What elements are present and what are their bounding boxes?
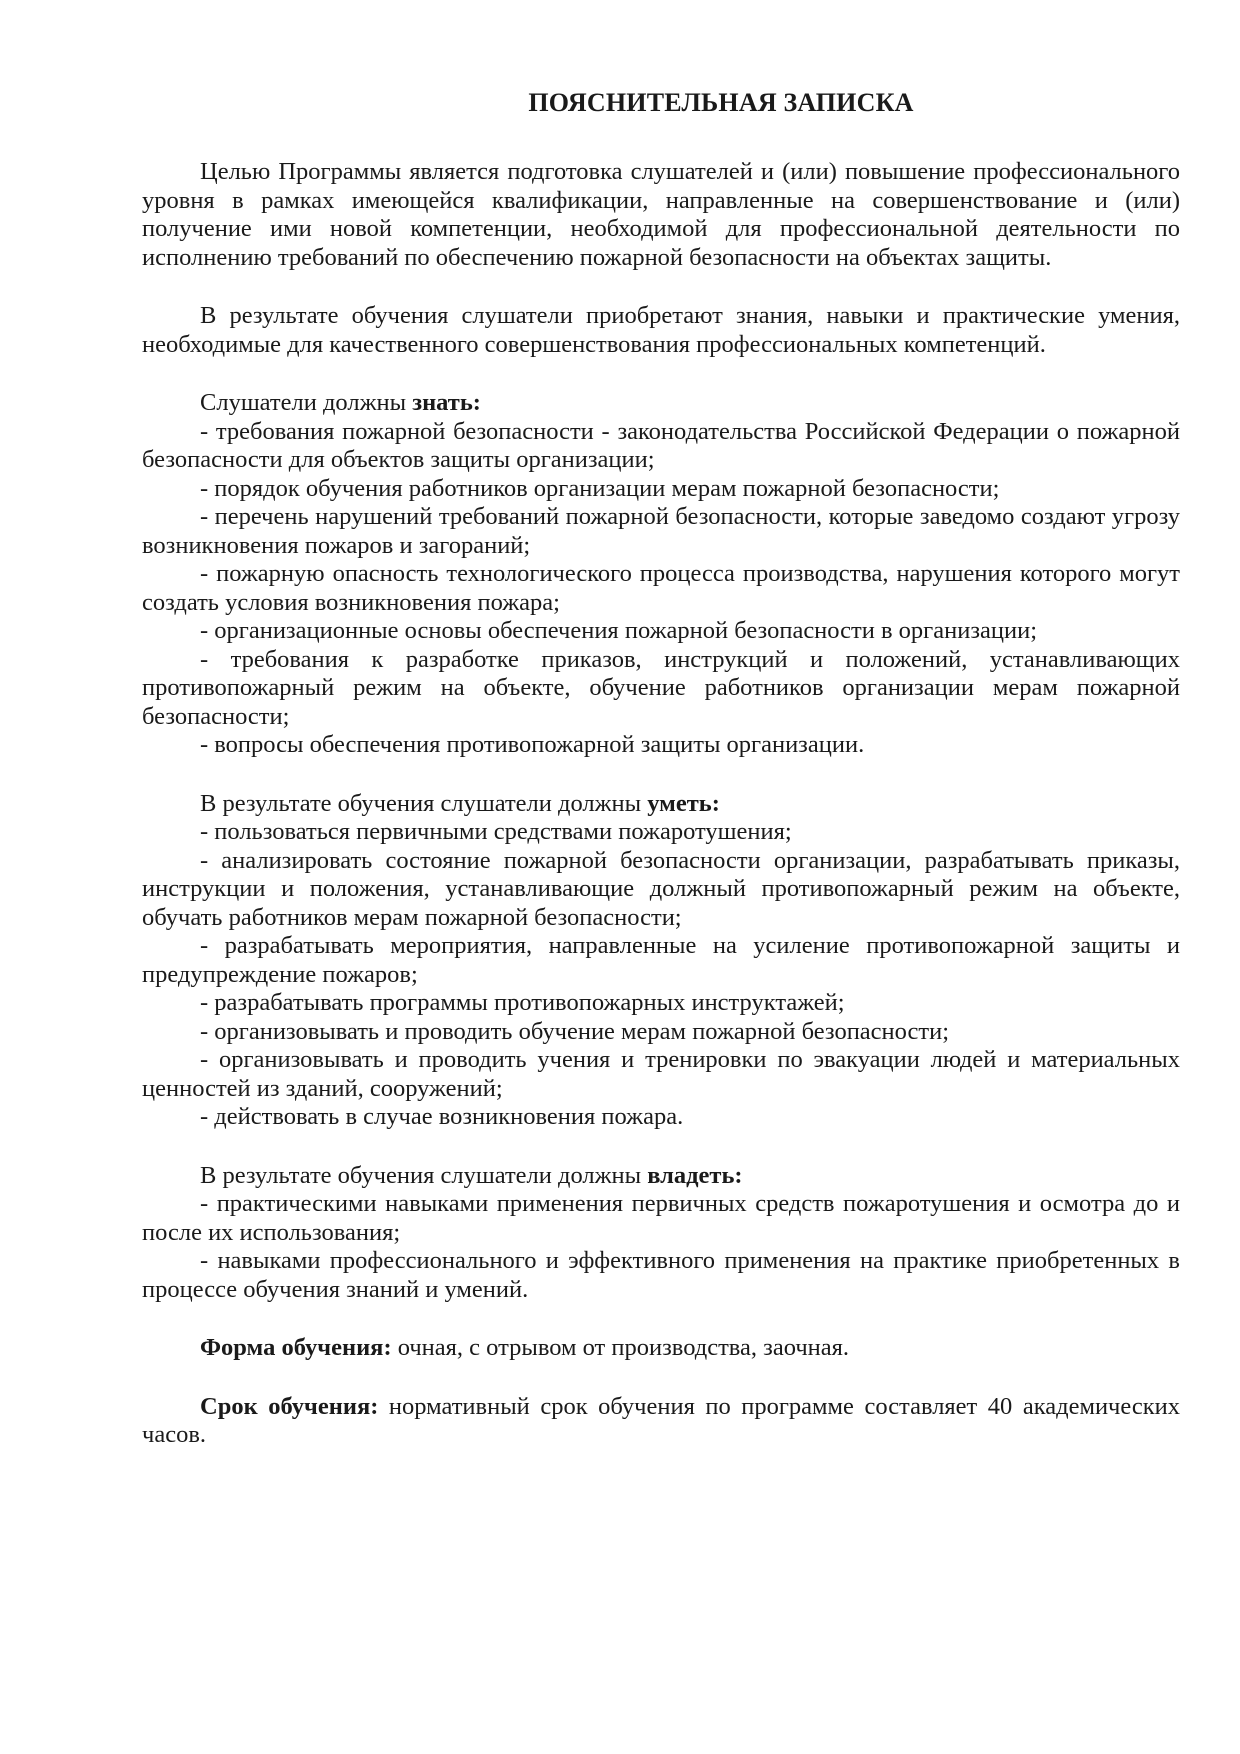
form-value: очная, с отрывом от производства, заочная.	[391, 1334, 850, 1361]
list-item: - требования пожарной безопасности - законодательства Российской Федерации о пожарной безопасности для объектов защиты организации;	[142, 417, 1180, 473]
list-item: - практическими навыками применения первичных средств пожаротушения и осмотра до и после их использования;	[142, 1190, 1180, 1246]
intro-paragraph: Целью Программы является подготовка слушателей и (или) повышение профессионального уровня в рамках имеющейся квалификации, направленные на совершенствование и (или) получение ими новой компетенции, необходимой для профессиональной деятельности по исполнению требований по обеспечению пожарной безопасности на объектах защиты.	[142, 158, 1180, 271]
know-lead: Слушатели должны	[200, 389, 413, 416]
list-item: - организационные основы обеспечения пожарной безопасности в организации;	[200, 617, 1038, 644]
form-label: Форма обучения:	[200, 1334, 392, 1361]
form-paragraph	[142, 1334, 1180, 1363]
list-item: - разрабатывать мероприятия, направленные на усиление противопожарной защиты и предупреждение пожаров;	[142, 932, 1180, 988]
list-item: - требования к разработке приказов, инструкций и положений, устанавливающих противопожарный режим на объекте, обучение работников организации мерам пожарной безопасности;	[142, 645, 1180, 730]
list-item: - организовывать и проводить учения и тренировки по эвакуации людей и материальных ценностей из зданий, сооружений;	[142, 1046, 1180, 1102]
list-item: - разрабатывать программы противопожарных инструктажей;	[200, 989, 845, 1016]
know-keyword: знать:	[412, 389, 481, 416]
master-section	[142, 1162, 1180, 1305]
list-item: - организовывать и проводить обучение мерам пожарной безопасности;	[200, 1017, 950, 1045]
list-item: - пользоваться первичными средствами пожаротушения;	[200, 818, 792, 845]
duration-value: нормативный срок обучения по программе составляет 40 академических часов.	[142, 1392, 1180, 1448]
master-keyword: владеть:	[647, 1161, 743, 1189]
can-keyword: уметь:	[647, 789, 720, 817]
know-section	[142, 389, 1180, 760]
list-item: - порядок обучения работников организации мерам пожарной безопасности;	[200, 474, 1000, 502]
list-item: - навыками профессионального и эффективного применения на практике приобретенных в процессе обучения знаний и умений.	[142, 1247, 1180, 1303]
duration-label: Срок обучения:	[200, 1392, 379, 1420]
can-heading	[142, 790, 1180, 819]
know-heading	[142, 389, 1180, 418]
master-lead: В результате обучения слушатели должны	[200, 1161, 648, 1189]
can-section	[142, 790, 1180, 1132]
document-title: ПОЯСНИТЕЛЬНАЯ ЗАПИСКА	[528, 88, 914, 117]
list-item: - перечень нарушений требований пожарной безопасности, которые заведомо создают угрозу возникновения пожаров и загораний;	[142, 503, 1180, 559]
list-item: - пожарную опасность технологического процесса производства, нарушения которого могут создать условия возникновения пожара;	[142, 560, 1180, 616]
list-item: - действовать в случае возникновения пожара.	[200, 1103, 684, 1130]
list-item: - анализировать состояние пожарной безопасности организации, разрабатывать приказы, инструкции и положения, устанавливающие должный противопожарный режим на объекте, обучать работников мерам пожарной безопасности;	[142, 846, 1180, 931]
can-lead: В результате обучения слушатели должны	[200, 789, 648, 817]
list-item: - вопросы обеспечения противопожарной защиты организации.	[200, 731, 865, 758]
duration-paragraph	[142, 1393, 1180, 1450]
master-heading	[142, 1162, 1180, 1191]
result-paragraph: В результате обучения слушатели приобретают знания, навыки и практические умения, необходимые для качественного совершенствования профессиональных компетенций.	[142, 302, 1180, 358]
